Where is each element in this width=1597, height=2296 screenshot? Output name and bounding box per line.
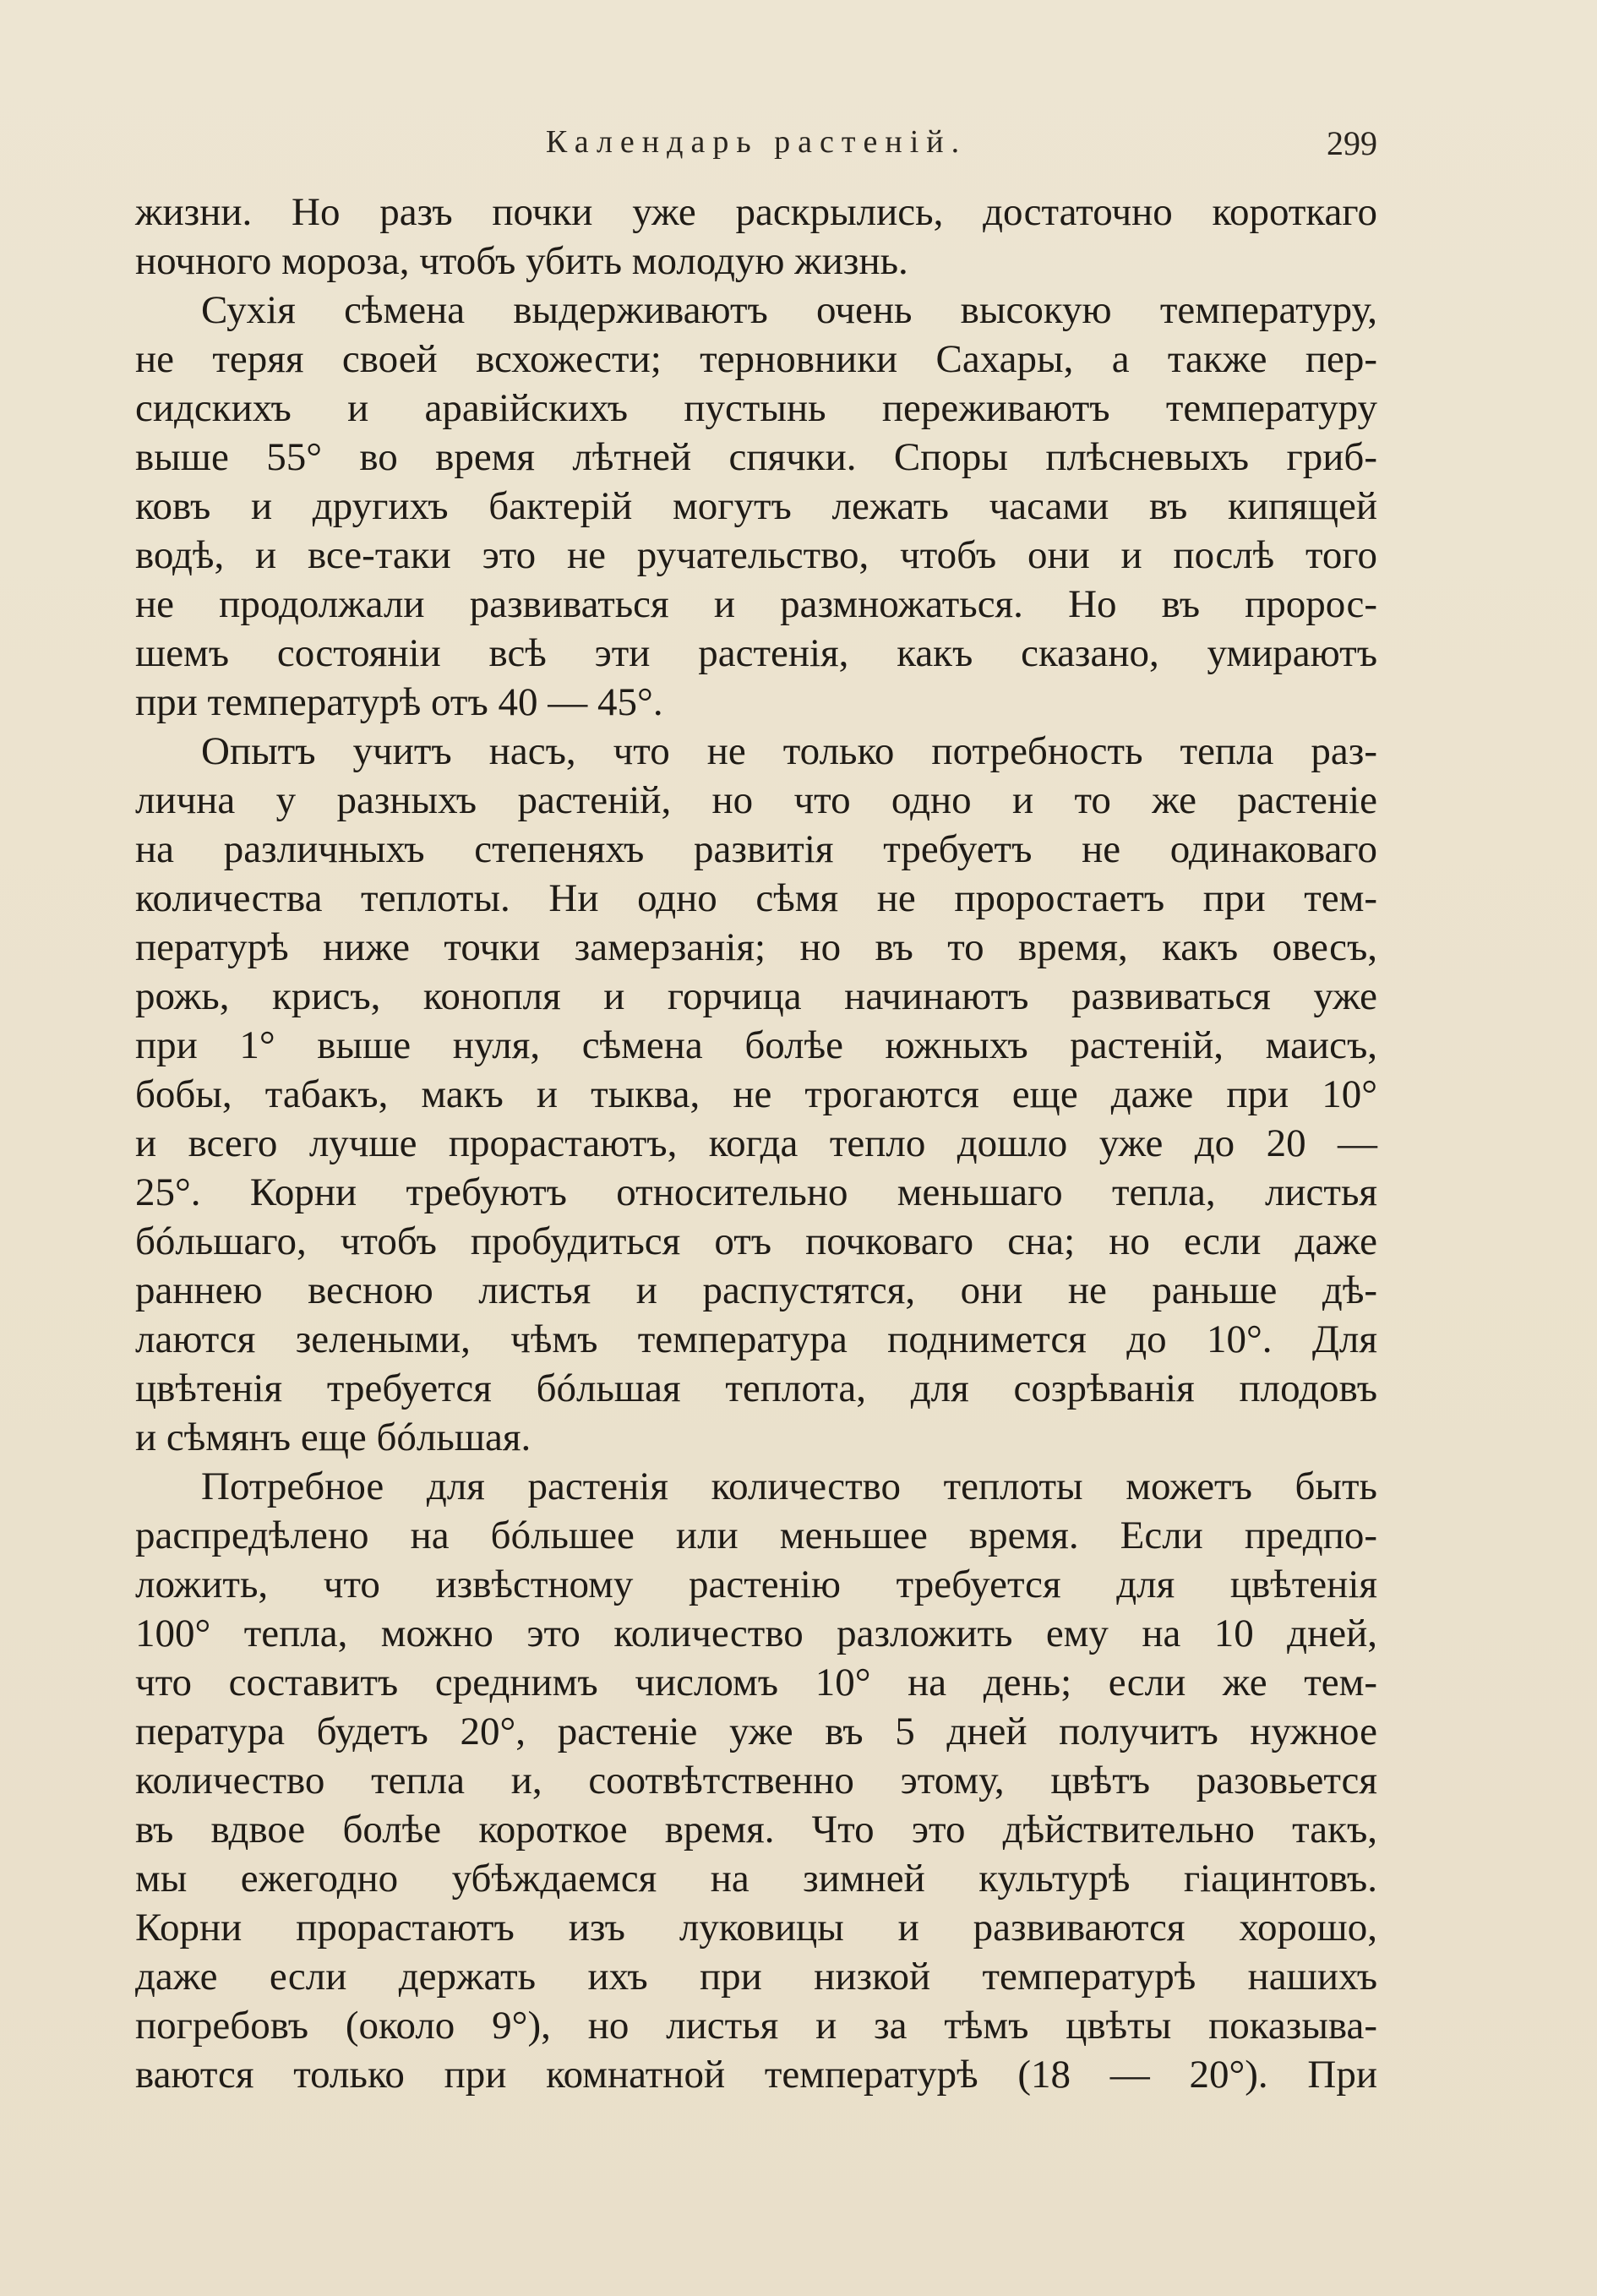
text-line: жизни. Но разъ почки уже раскрылись, достаточно короткаго (135, 190, 1377, 234)
text-line: и сѣмянъ еще бóльшая. (135, 1415, 531, 1459)
text-line: количества теплоты. Ни одно сѣмя не проростаетъ при тем- (135, 876, 1377, 920)
paragraph-3 (135, 727, 1377, 1462)
text-line: Потребное для растенія количество теплоты можетъ быть (201, 1464, 1377, 1508)
text-line: цвѣтенія требуется бóльшая теплота, для созрѣванія плодовъ (135, 1366, 1377, 1410)
text-line: при температурѣ отъ 40 — 45°. (135, 680, 663, 724)
text-line: и всего лучше прорастаютъ, когда тепло дошло уже до 20 — (135, 1121, 1377, 1165)
text-line: бобы, табакъ, макъ и тыква, не трогаются еще даже при 10° (135, 1072, 1377, 1116)
text-line: водѣ, и все-таки это не ручательство, чтобъ они и послѣ того (135, 533, 1377, 577)
paragraph-2 (135, 286, 1377, 727)
page-header (135, 123, 1377, 166)
text-line: Опытъ учитъ насъ, что не только потребность тепла раз- (201, 729, 1377, 773)
text-line: пературѣ ниже точки замерзанія; но въ то время, какъ овесъ, (135, 925, 1377, 969)
text-line: выше 55° во время лѣтней спячки. Споры плѣсневыхъ гриб- (135, 435, 1377, 479)
text-line: 100° тепла, можно это количество разложить ему на 10 дней, (135, 1612, 1377, 1655)
text-line: сидскихъ и аравійскихъ пустынь переживаютъ температуру (135, 386, 1377, 430)
text-line: ваются только при комнатной температурѣ (18 — 20°). При (135, 2053, 1377, 2097)
text-line: бóльшаго, чтобъ пробудиться отъ почковаго сна; но если даже (135, 1219, 1377, 1263)
text-line: пература будетъ 20°, растеніе уже въ 5 дней получитъ нужное (135, 1710, 1377, 1753)
text-line: мы ежегодно убѣждаемся на зимней культурѣ гіацинтовъ. (135, 1857, 1377, 1901)
text-line: рожь, криcъ, конопля и горчица начинаютъ развиваться уже (135, 974, 1377, 1018)
text-line: Сухія сѣмена выдерживаютъ очень высокую температуру, (201, 288, 1377, 332)
page-number: 299 (1327, 124, 1377, 162)
text-line: шемъ состояніи всѣ эти растенія, какъ сказано, умираютъ (135, 631, 1377, 675)
text-line: лаются зелеными, чѣмъ температура поднимется до 10°. Для (135, 1317, 1377, 1361)
text-line: при 1° выше нуля, сѣмена болѣе южныхъ растеній, маисъ, (135, 1023, 1377, 1067)
paragraph-4 (135, 1462, 1377, 2099)
text-line: ложить, что извѣстному растенію требуется для цвѣтенія (135, 1562, 1377, 1606)
text-line: что составитъ среднимъ числомъ 10° на день; если же тем- (135, 1661, 1377, 1704)
text-line: не теряя своей всхожести; терновники Сахары, а также пер- (135, 337, 1377, 381)
paragraph-1 (135, 188, 1377, 286)
text-line: на различныхъ степеняхъ развитія требуетъ не одинаковаго (135, 827, 1377, 871)
text-line: ночного мороза, чтобъ убить молодую жизнь. (135, 239, 908, 283)
text-line: не продолжали развиваться и размножаться. Но въ пророс- (135, 582, 1377, 626)
text-line: въ вдвое болѣе короткое время. Что это дѣйствительно такъ, (135, 1808, 1377, 1852)
text-line: 25°. Корни требуютъ относительно меньшаго тепла, листья (135, 1170, 1377, 1214)
text-line: лична у разныхъ растеній, но что одно и то же растеніе (135, 778, 1377, 822)
body-text (135, 188, 1377, 2099)
text-line: ковъ и другихъ бактерій могутъ лежать часами въ кипящей (135, 484, 1377, 528)
text-line: Корни прорастаютъ изъ луковицы и развиваются хорошо, (135, 1906, 1377, 1950)
text-line: распредѣлено на бóльшее или меньшее время. Если предпо- (135, 1513, 1377, 1557)
text-line: количество тепла и, соотвѣтственно этому, цвѣтъ разовьется (135, 1759, 1377, 1802)
running-title: Календарь растеній. (545, 124, 967, 160)
text-line: даже если держать ихъ при низкой температурѣ нашихъ (135, 1955, 1377, 1999)
text-line: погребовъ (около 9°), но листья и за тѣмъ цвѣты показыва- (135, 2004, 1377, 2048)
text-line: раннею весною листья и распустятся, они не раньше дѣ- (135, 1268, 1377, 1312)
